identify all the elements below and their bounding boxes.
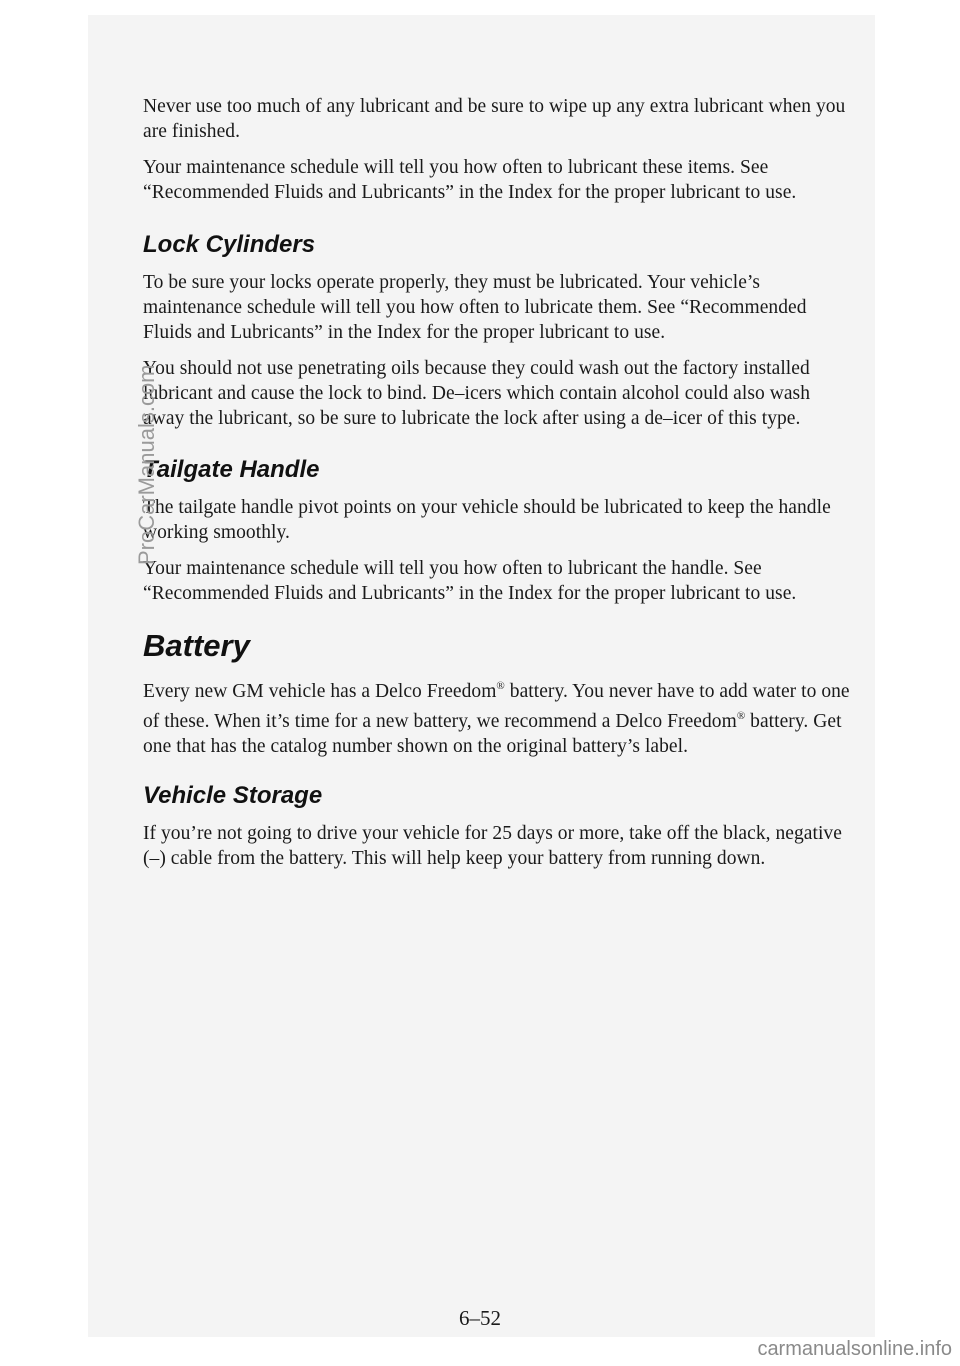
vehicle-storage-heading: Vehicle Storage — [143, 782, 323, 809]
page-content — [143, 94, 855, 882]
tailgate-handle-paragraph-1: The tailgate handle pivot points on your vehicle should be lubricated to keep the handle working smoothly. — [143, 497, 831, 543]
battery-paragraph — [143, 674, 855, 759]
lock-cylinders-heading: Lock Cylinders — [143, 231, 316, 258]
tailgate-handle-paragraph-2: Your maintenance schedule will tell you how often to lubricant the handle. See “Recommended Fluids and Lubricants” in the Index for the proper lubricant to use. — [143, 558, 797, 604]
lock-cylinders-paragraph-2: You should not use penetrating oils because they could wash out the factory installed lubricant and cause the lock to bind. De–icers which contain alcohol could also wash away the lubricant, so be sure to lubricate the lock after using a de–icer of this type. — [143, 358, 810, 429]
tailgate-handle-heading: Tailgate Handle — [143, 456, 320, 483]
registered-mark: ® — [496, 680, 505, 692]
page-number: 6–52 — [459, 1306, 501, 1330]
lock-cylinders-paragraph-1: To be sure your locks operate properly, they must be lubricated. Your vehicle’s maintenance schedule will tell you how often to lubricate them. See “Recommended Fluids and Lubricants” in the Index for the proper lubricant to use. — [143, 272, 807, 343]
registered-mark: ® — [736, 710, 746, 722]
battery-heading: Battery — [143, 628, 250, 663]
vehicle-storage-paragraph: If you’re not going to drive your vehicle for 25 days or more, take off the black, negative (–) cable from the battery. This will help keep your battery from running down. — [143, 823, 842, 869]
intro-paragraph-1: Never use too much of any lubricant and be sure to wipe up any extra lubricant when you are finished. — [143, 96, 846, 142]
side-watermark: ProCarManuals.com — [134, 364, 159, 565]
bottom-watermark: carmanualsonline.info — [757, 1338, 952, 1360]
battery-text-3: battery. Get one that has the catalog number shown on the original battery’s label. — [143, 711, 842, 757]
battery-text-1: Every new GM vehicle has a Delco Freedom — [143, 681, 497, 702]
intro-paragraph-2: Your maintenance schedule will tell you how often to lubricant these items. See “Recommended Fluids and Lubricants” in the Index for the proper lubricant to use. — [143, 157, 797, 203]
battery-text-2: battery. You never have to add water to one of these. When it’s time for a new battery, we recommend a Delco Freedom — [143, 681, 850, 732]
